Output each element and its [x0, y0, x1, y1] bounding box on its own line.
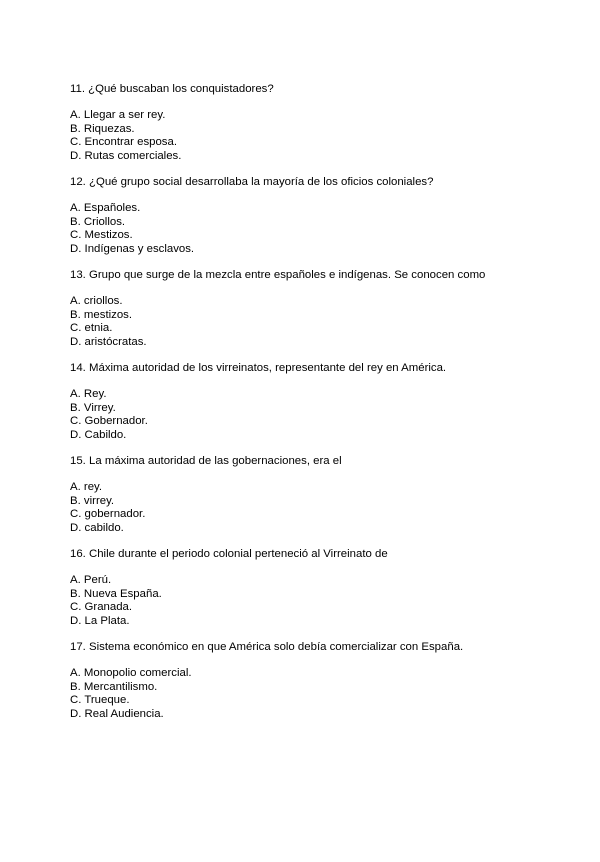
answer-option: D. Rutas comerciales. — [70, 149, 182, 162]
question-text: 14. Máxima autoridad de los virreinatos, representante del rey en América. — [70, 362, 447, 374]
answer-option: C. Trueque. — [70, 694, 130, 706]
answer-option: B. Criollos. — [70, 215, 126, 228]
answer-option: C. gobernador. — [70, 508, 146, 520]
answer-option: D. Indígenas y esclavos. — [70, 242, 195, 255]
answer-options — [70, 202, 570, 256]
answer-option: A. Monopolio comercial. — [70, 667, 192, 679]
answer-option: C. etnia. — [70, 322, 113, 334]
question-15 — [70, 454, 570, 535]
answer-option: D. cabildo. — [70, 521, 124, 534]
answer-option: B. Riquezas. — [70, 122, 135, 135]
answer-option: A. Llegar a ser rey. — [70, 109, 166, 121]
answer-option: A. Españoles. — [70, 202, 141, 214]
question-12 — [70, 175, 570, 256]
question-text: 17. Sistema económico en que América solo debía comercializar con España. — [70, 641, 464, 653]
question-17 — [70, 640, 570, 721]
answer-option: C. Mestizos. — [70, 229, 133, 241]
question-text: 12. ¿Qué grupo social desarrollaba la mayoría de los oficios coloniales? — [70, 176, 434, 188]
answer-option: D. Real Audiencia. — [70, 707, 164, 720]
answer-options — [70, 295, 570, 349]
answer-option: A. criollos. — [70, 295, 123, 307]
question-text: 13. Grupo que surge de la mezcla entre españoles e indígenas. Se conocen como — [70, 269, 486, 281]
question-13 — [70, 268, 570, 349]
answer-option: B. Virrey. — [70, 401, 116, 414]
answer-options — [70, 481, 570, 535]
quiz-page — [70, 82, 570, 721]
answer-options — [70, 109, 570, 163]
answer-option: B. mestizos. — [70, 308, 133, 321]
answer-option: B. Nueva España. — [70, 587, 162, 600]
question-16 — [70, 547, 570, 628]
answer-option: B. virrey. — [70, 494, 115, 507]
answer-option: A. Rey. — [70, 388, 107, 400]
answer-options — [70, 667, 570, 721]
answer-option: A. rey. — [70, 481, 103, 493]
answer-option: D. La Plata. — [70, 614, 130, 627]
answer-option: C. Encontrar esposa. — [70, 136, 177, 148]
answer-option: C. Granada. — [70, 601, 133, 613]
answer-option: C. Gobernador. — [70, 415, 148, 427]
answer-option: B. Mercantilismo. — [70, 680, 158, 693]
answer-options — [70, 388, 570, 442]
answer-option: A. Perú. — [70, 574, 112, 586]
answer-option: D. aristócratas. — [70, 335, 147, 348]
question-11 — [70, 82, 570, 163]
answer-option: D. Cabildo. — [70, 428, 127, 441]
answer-options — [70, 574, 570, 628]
question-14 — [70, 361, 570, 442]
question-text: 16. Chile durante el periodo colonial perteneció al Virreinato de — [70, 548, 388, 560]
question-text: 15. La máxima autoridad de las gobernaciones, era el — [70, 455, 342, 467]
question-text: 11. ¿Qué buscaban los conquistadores? — [70, 83, 274, 95]
